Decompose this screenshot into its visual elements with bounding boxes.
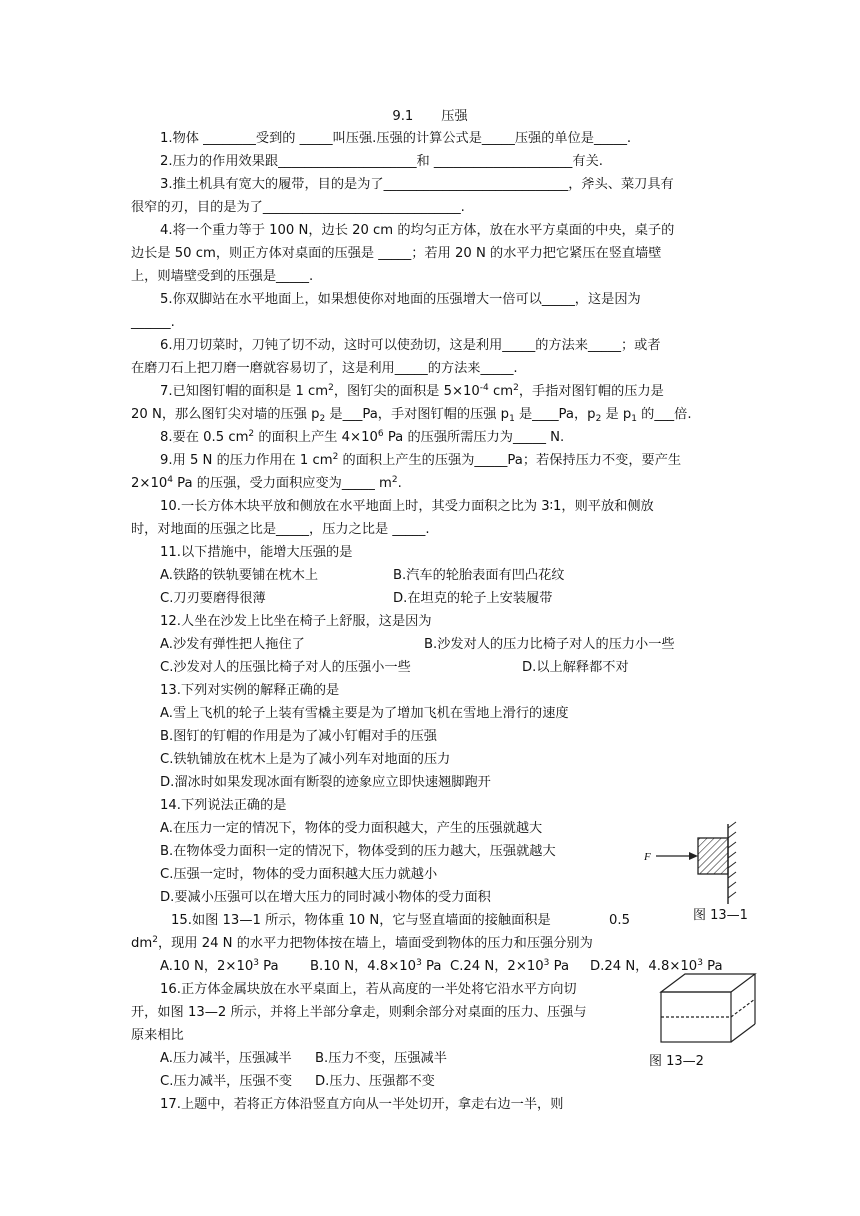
question-11-stem: 11.以下措施中，能增大压强的是 xyxy=(160,545,353,560)
question-4-line1: 4.将一个重力等于 100 N，边长 20 cm 的均匀正方体，放在水平方桌面的中央，桌子的 xyxy=(160,223,675,238)
question-6-line2: 在磨刀石上把刀磨一磨就容易切了，这是利用_____的方法来_____. xyxy=(131,361,518,376)
question-7-line1: 7.已知图钉帽的面积是 1 $cm^2$，图钉尖的面积是 $5\times 10^{-4}$ $cm^2$，手指对图钉帽的压力是 xyxy=(160,383,664,399)
question-15-area-value: 0.5 xyxy=(609,913,630,928)
question-2: 2.压力的作用效果跟_____________________和 _____________________有关. xyxy=(160,154,603,169)
question-15-line2: $dm^2$，现用 24 N 的水平力把物体按在墙上，墙面受到物体的压力和压强分别为 xyxy=(131,935,593,951)
question-7-line2: 20 N，那么图钉尖对墙的压强 $p_2$ 是___Pa，手对图钉帽的压强 $p_1$ 是____Pa，$p_2$ 是 $p_1$ 的___倍. xyxy=(131,407,692,424)
option-a: A.10 N，$2\times 10^3$ Pa xyxy=(160,958,279,974)
question-11-options-row2 xyxy=(160,589,553,611)
option-c: C.24 N，$2\times 10^3$ Pa xyxy=(450,958,570,974)
question-10-line2: 时，对地面的压强之比是_____，压力之比是 _____. xyxy=(131,522,430,537)
question-12-options-row2 xyxy=(160,658,629,680)
cube-back-bottom-edge xyxy=(731,1024,755,1042)
question-16-line1: 16.正方体金属块放在水平桌面上，若从高度的一半处将它沿水平方向切 xyxy=(160,982,577,997)
question-6-line1: 6.用刀切菜时，刀钝了切不动，这时可以使劲切，这是利用_____的方法来_____；或者 xyxy=(160,338,661,353)
question-16-options-row2 xyxy=(160,1072,435,1094)
figure-13-1 xyxy=(640,820,750,910)
force-arrowhead xyxy=(689,852,698,860)
question-3-line1: 3.推土机具有宽大的履带，目的是为了____________________________，斧头、菜刀具有 xyxy=(160,177,674,192)
option-d: D.要减小压强可以在增大压力的同时减小物体的受力面积 xyxy=(160,890,491,905)
question-12-stem: 12.人坐在沙发上比坐在椅子上舒服，这是因为 xyxy=(160,614,432,629)
question-9-line2: $2\times 10^4$ Pa 的压强，受力面积应变为_____ $m^2$. xyxy=(131,475,402,491)
page-title: 9.1 压强 xyxy=(392,109,468,124)
question-14-stem: 14.下列说法正确的是 xyxy=(160,798,287,813)
question-4-line3: 上，则墙壁受到的压强是_____. xyxy=(131,269,314,284)
option-d: D.以上解释都不对 xyxy=(522,660,629,675)
option-d: D.在坦克的轮子上安装履带 xyxy=(393,591,553,606)
cube-top-face xyxy=(661,974,755,992)
wall-hatch-marks xyxy=(728,822,736,898)
question-13-stem: 13.下列对实例的解释正确的是 xyxy=(160,683,340,698)
option-d: D.24 N，$4.8\times 10^3$ Pa xyxy=(590,958,723,974)
option-a: A.铁路的铁轨要铺在枕木上 xyxy=(160,568,319,583)
option-c: C.压强一定时，物体的受力面积越大压力就越小 xyxy=(160,867,438,882)
option-b: B.压力不变，压强减半 xyxy=(315,1051,447,1066)
figure-13-2 xyxy=(655,972,760,1047)
cut-line-side xyxy=(731,999,755,1017)
question-15-options xyxy=(160,957,723,979)
option-b: B.汽车的轮胎表面有凹凸花纹 xyxy=(393,568,565,583)
option-d: D.溜冰时如果发现冰面有断裂的迹象应立即快速翘脚跑开 xyxy=(160,775,491,790)
question-9-line1: 9.用 5 N 的压力作用在 1 $cm^2$ 的面积上产生的压强为_____Pa；若保持压力不变，要产生 xyxy=(160,452,682,468)
option-b: B.沙发对人的压力比椅子对人的压力小一些 xyxy=(424,637,675,652)
block xyxy=(698,838,728,874)
option-c: C.沙发对人的压强比椅子对人的压强小一些 xyxy=(160,660,411,675)
option-b: B.10 N，$4.8\times 10^3$ Pa xyxy=(310,958,442,974)
option-b: B.图钉的钉帽的作用是为了减小钉帽对手的压强 xyxy=(160,729,437,744)
option-a: A.雪上飞机的轮子上装有雪橇主要是为了增加飞机在雪地上滑行的速度 xyxy=(160,706,569,721)
question-3-line2: 很窄的刃，目的是为了______________________________. xyxy=(131,200,465,215)
question-8: 8.要在 0.5 $cm^2$ 的面积上产生 $4\times 10^6$ Pa 的压强所需压力为_____ N. xyxy=(160,429,565,445)
option-a: A.沙发有弹性把人拖住了 xyxy=(160,637,305,652)
question-5-line1: 5.你双脚站在水平地面上，如果想使你对地面的压强增大一倍可以_____，这是因为 xyxy=(160,292,641,307)
question-1: 1.物体 ________受到的 _____叫压强.压强的计算公式是_____压强的单位是_____. xyxy=(160,131,632,146)
option-b: B.在物体受力面积一定的情况下，物体受到的压力越大，压强就越大 xyxy=(160,844,556,859)
question-17: 17.上题中，若将正方体沿竖直方向从一半处切开，拿走右边一半，则 xyxy=(160,1097,564,1112)
question-10-line1: 10.一长方体木块平放和侧放在水平地面上时，其受力面积之比为 3∶1，则平放和侧放 xyxy=(160,499,654,514)
question-12-options-row1 xyxy=(160,635,675,657)
option-d: D.压力、压强都不变 xyxy=(315,1074,435,1089)
option-a: A.压力减半，压强减半 xyxy=(160,1051,292,1066)
option-a: A.在压力一定的情况下，物体的受力面积越大，产生的压强就越大 xyxy=(160,821,543,836)
option-c: C.刀刃要磨得很薄 xyxy=(160,591,266,606)
figure-13-1-caption: 图 13—1 xyxy=(693,908,748,923)
question-4-line2: 边长是 50 cm，则正方体对桌面的压强是 _____；若用 20 N 的水平力把它紧压在竖直墙壁 xyxy=(131,246,662,261)
force-label: F xyxy=(644,851,651,863)
question-16-options-row1 xyxy=(160,1049,447,1071)
question-11-options-row1 xyxy=(160,566,565,588)
option-c: C.压力减半，压强不变 xyxy=(160,1074,293,1089)
question-16-line3: 原来相比 xyxy=(131,1028,184,1043)
question-15-line1: 15.如图 13—1 所示，物体重 10 N，它与竖直墙面的接触面积是 xyxy=(171,913,551,928)
question-16-line2: 开，如图 13—2 所示，并将上半部分拿走，则剩余部分对桌面的压力、压强与 xyxy=(131,1005,587,1020)
question-5-line2: ______. xyxy=(131,315,175,330)
option-c: C.铁轨铺放在枕木上是为了减小列车对地面的压力 xyxy=(160,752,451,767)
figure-13-2-caption: 图 13—2 xyxy=(649,1054,704,1069)
